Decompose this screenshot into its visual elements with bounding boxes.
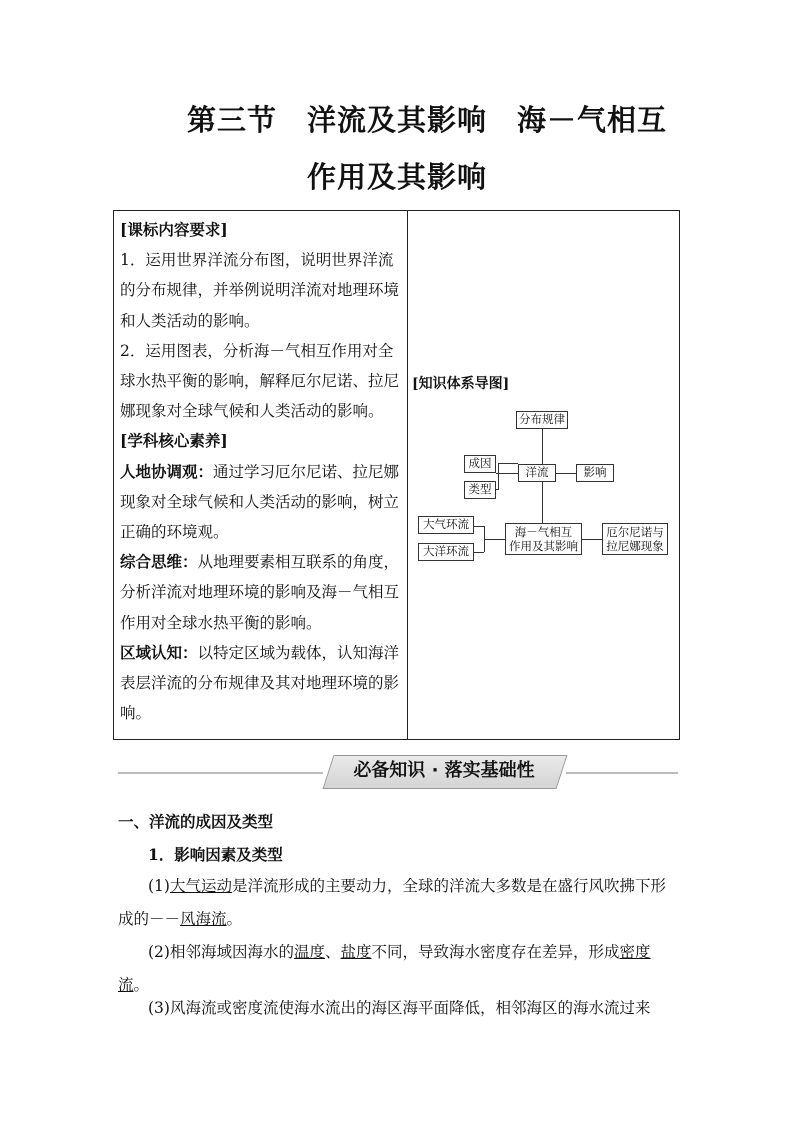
curriculum-heading: [课标内容要求]	[120, 220, 228, 239]
literacy-3-text: 以特定区域为载体，认知海洋表层洋流的分布规律及其对地理环境的影响。	[120, 643, 400, 723]
literacy-2	[120, 547, 404, 638]
node-ocean-circulation: 大洋环流	[418, 543, 474, 561]
node-sea-air-line2: 作用及其影响	[509, 539, 578, 553]
literacy-heading: [学科核心素养]	[120, 431, 228, 451]
p1-text: 是洋流形成的主要动力，全球的洋流大多数是在盛行风吹拂下形成的－－	[118, 877, 666, 928]
p2-term-salinity: 盐度	[340, 943, 372, 961]
literacy-3-label: 区域认知：	[120, 642, 198, 662]
map-line	[542, 481, 543, 525]
literacy-1-label: 人地协调观：	[120, 461, 214, 481]
column-divider	[407, 211, 408, 739]
node-sea-air-interaction	[505, 523, 582, 555]
literacy-2-text: 从地理要素相互联系的角度，分析洋流对地理环境的影响及海－气相互作用对全球水热平衡的影响。	[120, 553, 400, 632]
p2-term-density-current: 密度流	[118, 943, 651, 994]
map-line	[496, 489, 499, 490]
literacy-1	[120, 457, 404, 548]
page-title-line1: 第三节 洋流及其影响 海－气相互	[186, 103, 667, 137]
node-enso	[602, 523, 668, 555]
p2-text: 不同，导致海水密度存在差异，形成	[371, 943, 620, 961]
requirement-2: 2．运用图表，分析海－气相互作用对全球水热平衡的影响，解释厄尔尼诺、拉尼娜现象对全球气候和人类活动的影响。	[120, 341, 400, 421]
banner-rule-right	[566, 772, 678, 774]
banner-text: 必备知识 · 落实基础性	[353, 760, 535, 781]
paragraph-3: (3)风海流或密度流使海水流出的海区海平面降低，相邻海区的海水流过来	[148, 999, 651, 1017]
banner-rule-left	[118, 772, 323, 774]
p1-prefix: (1)	[148, 877, 170, 895]
map-line	[474, 526, 484, 527]
node-distribution: 分布规律	[516, 411, 568, 429]
page-title-line2: 作用及其影响	[306, 160, 487, 194]
literacy-1-text: 通过学习厄尔尼诺、拉尼娜现象对全球气候和人类活动的影响，树立正确的环境观。	[120, 462, 400, 542]
node-sea-air-line1: 海－气相互	[514, 525, 573, 539]
map-line	[474, 552, 484, 553]
node-atmospheric-circulation: 大气环流	[418, 516, 474, 534]
map-line	[498, 463, 518, 464]
map-line	[498, 463, 499, 489]
requirement-1: 1．运用世界洋流分布图，说明世界洋流的分布规律，并举例说明洋流对地理环境和人类活动的影响。	[120, 251, 400, 330]
node-enso-line1: 厄尔尼诺与	[606, 525, 664, 539]
p1-term-wind-current: 风海流	[180, 910, 227, 928]
requirements-column	[120, 215, 404, 728]
p1-end: 。	[226, 910, 243, 928]
map-line	[484, 539, 505, 540]
node-impact: 影响	[576, 464, 614, 482]
map-line	[582, 539, 602, 540]
knowledge-map-heading: [知识体系导图]	[412, 376, 510, 392]
p2-end: 。	[133, 976, 150, 994]
node-enso-line2: 拉尼娜现象	[606, 539, 664, 553]
map-line	[556, 473, 576, 474]
node-type: 类型	[464, 481, 496, 499]
map-line	[496, 473, 518, 474]
p2-sep: 、	[324, 943, 341, 961]
p2-prefix: (2)相邻海域因海水的	[148, 943, 294, 961]
p1-term-atmospheric-motion: 大气运动	[169, 877, 232, 895]
paragraph-1	[118, 870, 678, 936]
literacy-3	[120, 638, 404, 729]
subsection-heading: 1．影响因素及类型	[148, 845, 283, 864]
section-heading: 一、洋流的成因及类型	[118, 812, 274, 831]
map-line	[542, 428, 543, 464]
overview-table	[113, 210, 680, 740]
node-ocean-current: 洋流	[518, 464, 556, 482]
p2-term-temperature: 温度	[293, 943, 325, 961]
literacy-2-label: 综合思维：	[120, 552, 198, 572]
node-cause: 成因	[464, 455, 496, 473]
section-banner	[118, 755, 678, 789]
